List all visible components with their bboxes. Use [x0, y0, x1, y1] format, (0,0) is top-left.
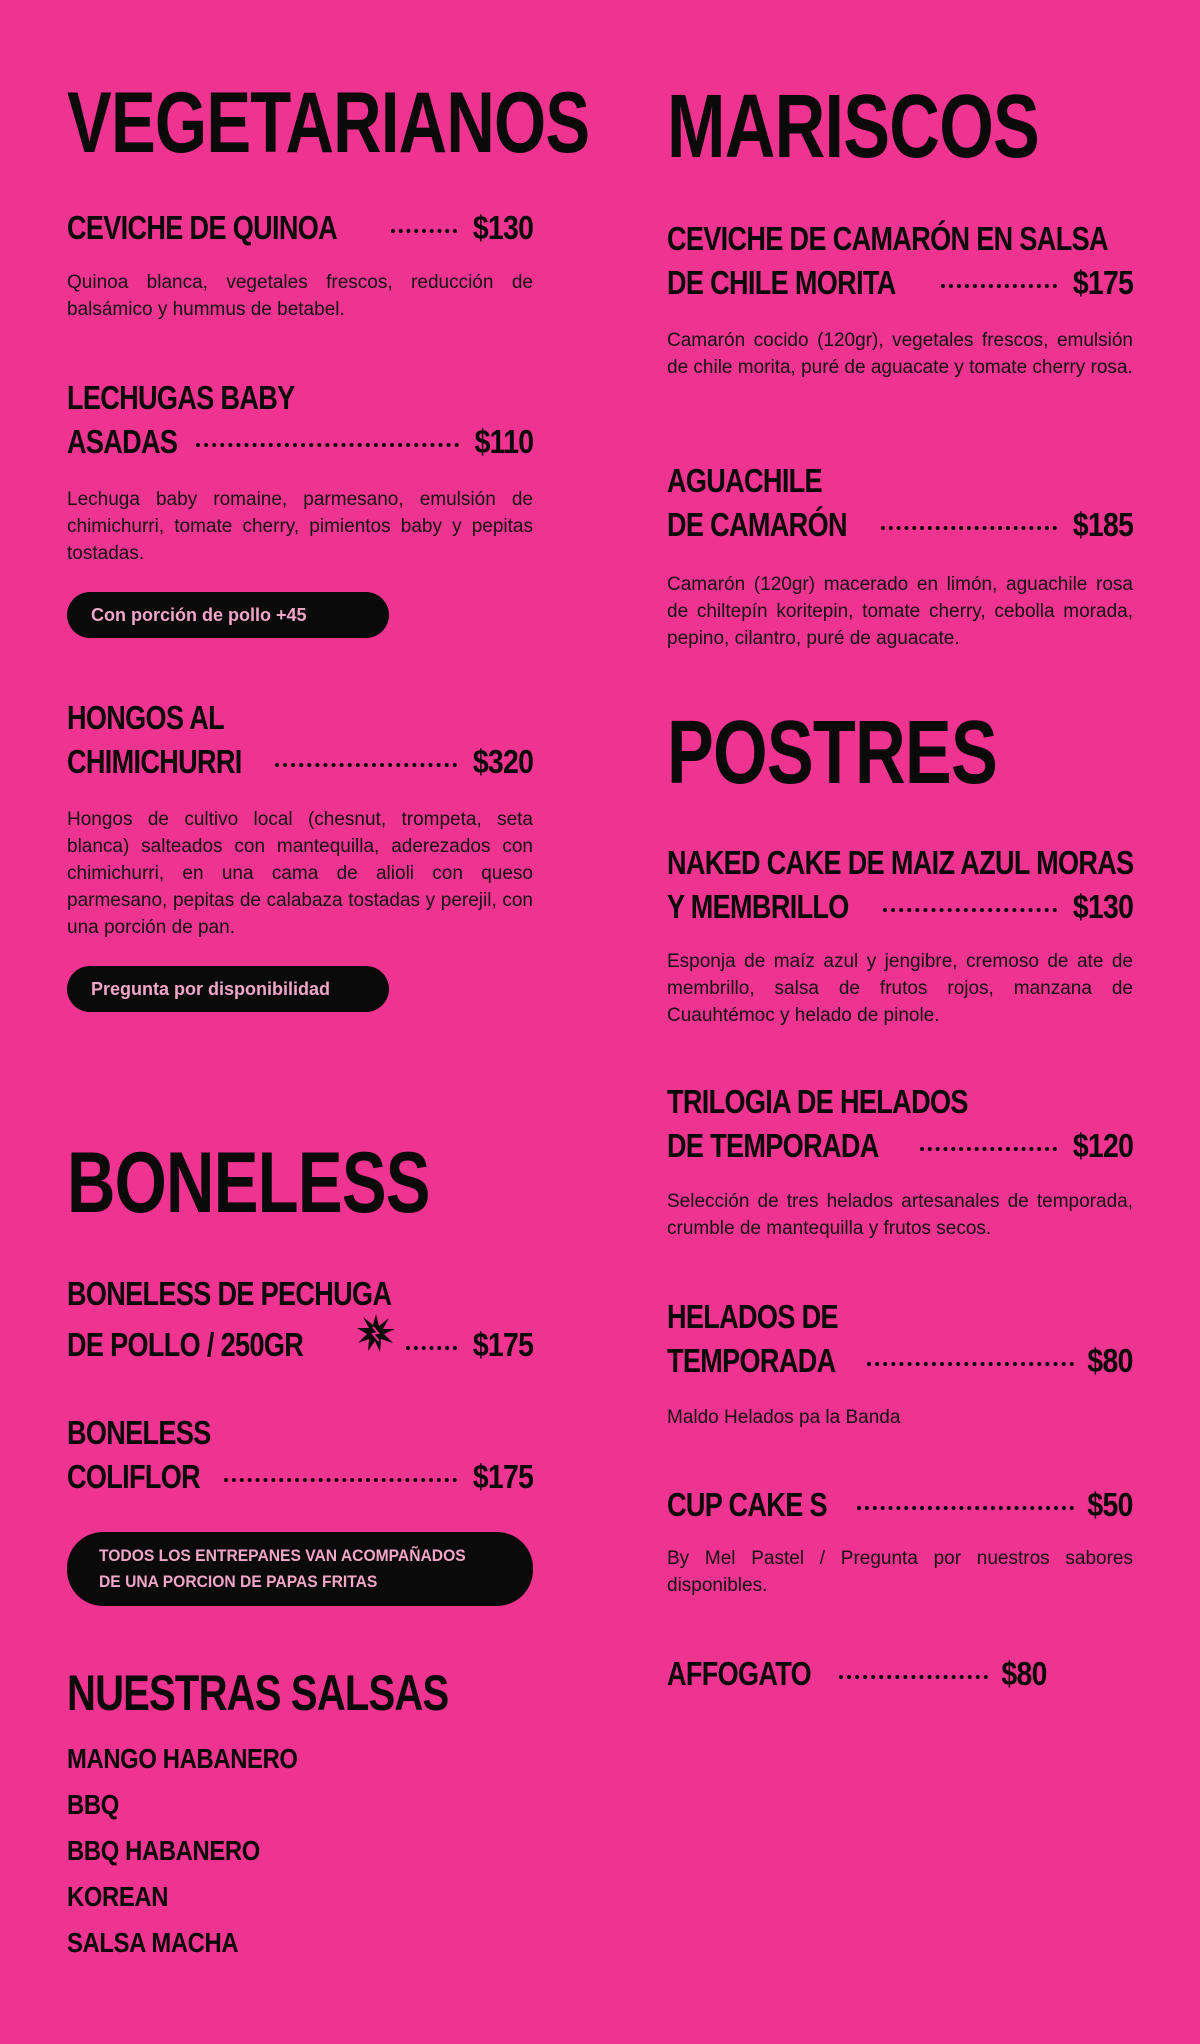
item-name-line1: HELADOS DE [667, 1298, 838, 1335]
section-mariscos [667, 77, 1144, 177]
item-description: Selección de tres helados artesanales de temporada, crumble de mantequilla y frutos secos. [667, 1191, 1133, 1239]
notice-line2: DE UNA PORCION DE PAPAS FRITAS [99, 1572, 378, 1591]
item-description: Lechuga baby romaine, parmesano, emulsión de chimichurri, tomate cherry, pimientos baby y pepitas tostadas. [67, 489, 533, 564]
salsa-item: SALSA MACHA [67, 1927, 239, 1958]
section-salsas [67, 1665, 544, 1721]
menu-item-hongos-chimichurri [67, 696, 533, 784]
menu-item-helados-temporada [667, 1295, 1133, 1383]
item-name-line2: COLIFLOR [67, 1458, 201, 1495]
tag-pill: Con porción de pollo +45 [67, 592, 389, 638]
item-name-line1: NAKED CAKE DE MAIZ AZUL MORAS [667, 844, 1134, 881]
spicy-burst-icon [356, 1313, 396, 1353]
item-name-line1: LECHUGAS BABY [67, 379, 295, 416]
item-name-line2: DE TEMPORADA [667, 1127, 879, 1164]
notice-line1: TODOS LOS ENTREPANES VAN ACOMPAÑADOS [99, 1546, 466, 1565]
section-title-vegetarianos: VEGETARIANOS [67, 75, 590, 171]
menu-item-ceviche-quinoa [67, 206, 533, 250]
item-price: $50 [1087, 1486, 1133, 1523]
item-name-line2: Y MEMBRILLO [667, 888, 849, 925]
menu-item-aguachile [667, 459, 1133, 547]
menu-item-affogato [667, 1652, 1047, 1696]
dot-leader [883, 908, 1057, 912]
section-title-postres: POSTRES [667, 703, 998, 803]
tag-pollo [67, 592, 389, 638]
item-description: By Mel Pastel / Pregunta por nuestros sabores disponibles. [667, 1548, 1133, 1596]
item-price: $175 [1072, 264, 1133, 301]
dot-leader [867, 1362, 1074, 1366]
dot-leader [406, 1346, 457, 1350]
dot-leader [839, 1675, 988, 1679]
dot-leader [224, 1478, 457, 1482]
section-postres [667, 703, 1090, 803]
item-description: Esponja de maíz azul y jengibre, cremoso de ate de membrillo, salsa de frutos rojos, manzana de Cuauhtémoc y helado de pinole. [667, 951, 1133, 1026]
tag-pill: Pregunta por disponibilidad [67, 966, 389, 1012]
section-title-salsas: NUESTRAS SALSAS [67, 1665, 449, 1721]
dot-leader [857, 1506, 1075, 1510]
item-name-line2: ASADAS [67, 423, 178, 460]
item-price: $175 [472, 1458, 533, 1495]
item-price: $175 [472, 1326, 533, 1363]
dot-leader [275, 763, 457, 767]
section-title-mariscos: MARISCOS [667, 77, 1040, 177]
item-price: $110 [474, 423, 533, 460]
item-description: Hongos de cultivo local (chesnut, trompeta, seta blanca) salteados con mantequilla, aderezados con chimichurri, en una cama de alioli con queso parmesano, pepitas de calabaza tostadas y perejil, con una porción de pan. [67, 809, 533, 938]
item-name: CUP CAKE S [667, 1486, 827, 1523]
item-name-line2: DE POLLO / 250GR [67, 1326, 304, 1363]
item-price: $80 [1087, 1342, 1133, 1379]
salsa-item: BBQ [67, 1789, 119, 1820]
dot-leader [196, 443, 458, 447]
salsa-item: KOREAN [67, 1881, 169, 1912]
tag-disponibilidad [67, 966, 389, 1012]
item-name-line1: BONELESS [67, 1414, 211, 1451]
item-price: $120 [1072, 1127, 1133, 1164]
item-name-line1: TRILOGIA DE HELADOS [667, 1083, 968, 1120]
item-price: $130 [1072, 888, 1133, 925]
section-vegetarianos [67, 75, 737, 171]
salsas-list [67, 1736, 338, 1966]
item-description: Camarón (120gr) macerado en limón, aguachile rosa de chiltepín koritepin, tomate cherry, cebolla morada, pepino, cilantro, puré de aguacate. [667, 574, 1133, 649]
menu-item-naked-cake [667, 841, 1133, 929]
section-boneless [67, 1135, 532, 1231]
item-price: $80 [1001, 1655, 1047, 1692]
menu-item-boneless-pechuga [67, 1272, 533, 1367]
item-price: $320 [472, 743, 533, 780]
item-description: Maldo Helados pa la Banda [667, 1407, 901, 1428]
item-name-line1: CEVICHE DE CAMARÓN EN SALSA [667, 220, 1108, 257]
item-name-line2: TEMPORADA [667, 1342, 836, 1379]
menu-item-cup-cakes [667, 1483, 1133, 1527]
item-name-line2: CHIMICHURRI [67, 743, 242, 780]
item-description: Quinoa blanca, vegetales frescos, reducción de balsámico y hummus de betabel. [67, 272, 533, 320]
item-name-line1: HONGOS AL [67, 699, 224, 736]
notice-entrepanes [67, 1532, 533, 1606]
dot-leader [920, 1147, 1057, 1151]
dot-leader [941, 284, 1057, 288]
section-title-boneless: BONELESS [67, 1135, 430, 1231]
salsa-item: BBQ HABANERO [67, 1835, 260, 1866]
dot-leader [391, 229, 457, 233]
dot-leader [881, 526, 1057, 530]
menu-item-ceviche-camaron [667, 217, 1133, 305]
item-name: CEVICHE DE QUINOA [67, 209, 338, 246]
menu-item-trilogia-helados [667, 1080, 1133, 1168]
item-name-line2: DE CHILE MORITA [667, 264, 896, 301]
item-name: AFFOGATO [667, 1655, 812, 1692]
item-price: $130 [472, 209, 533, 246]
menu-item-boneless-coliflor [67, 1411, 533, 1499]
item-name-line1: BONELESS DE PECHUGA [67, 1275, 392, 1312]
item-name-line2: DE CAMARÓN [667, 506, 847, 543]
salsa-item: MANGO HABANERO [67, 1743, 298, 1774]
item-description: Camarón cocido (120gr), vegetales frescos, emulsión de chile morita, puré de aguacate y tomate cherry rosa. [667, 330, 1133, 378]
item-name-line1: AGUACHILE [667, 462, 822, 499]
menu-item-lechugas-baby [67, 376, 533, 464]
item-price: $185 [1072, 506, 1133, 543]
